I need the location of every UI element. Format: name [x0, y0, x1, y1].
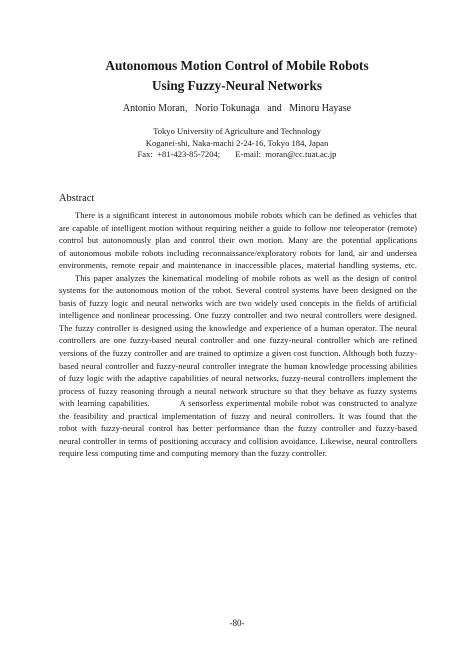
abstract-line: This paper analyzes the kinematical modeling of mobile robots as well as the design of control	[75, 272, 417, 283]
abstract-heading: Abstract	[59, 193, 95, 204]
abstract-line: are capable of intelligent motion without requiring neither a guide to follow nor teleoperator (remote)	[59, 222, 417, 233]
affiliation-line: Tokyo University of Agriculture and Technology	[153, 126, 321, 136]
abstract-line: control but autonomously plan and control their own motion. Many are the potential applications	[59, 235, 417, 246]
abstract-line: versions of the fuzzy controller and are trained to optimize a given cost function. Although both fuzzy-	[59, 348, 417, 359]
abstract-line: process of fuzzy reasoning through a neural network structure so that they behave as fuzzy systems	[59, 385, 417, 396]
abstract-line: The fuzzy controller is designed using the knowledge and experience of a human operator. The neural	[59, 322, 417, 333]
abstract-line: of autonomous mobile robots including reconnaissance/exploratory robots for land, air and undersea	[59, 247, 417, 258]
affiliation-block	[0, 126, 474, 161]
contact-line: Fax: +81-423-85-7204; E-mail: moran@cc.tuat.ac.jp	[137, 149, 337, 159]
abstract-line: basis of fuzzy logic and neural networks wich are two widely used concepts in the fields of artificial	[59, 297, 417, 308]
affiliation-address: Koganei-shi, Naka-machi 2-24-16, Tokyo 184, Japan	[145, 137, 329, 148]
abstract-line: There is a significant interest in autonomous mobile robots which can be defined as vehicles that	[75, 210, 417, 220]
title-line: Autonomous Motion Control of Mobile Robots	[105, 58, 369, 73]
abstract-line: require less computing time and computing memory than the fuzzy controller.	[59, 448, 328, 459]
page-number: -80-	[229, 618, 245, 628]
abstract-line: with learning capabilities. A sensorless experimental mobile robot was constructed to analyze	[59, 398, 417, 409]
abstract-line: environments, remote repair and maintenance in inaccessible places, material handling systems, etc.	[59, 260, 417, 271]
abstract-line: systems for the autonomous motion of the robot. Several control systems have been designed on the	[59, 285, 417, 296]
author-list: Antonio Moran, Norio Tokunaga and Minoru Hayase	[122, 103, 352, 114]
title-line: Using Fuzzy-Neural Networks	[152, 78, 322, 93]
abstract-line: based neural controller and fuzzy-neural controller integrate the human knowledge processing abilities	[59, 360, 417, 371]
abstract-line: neural controller in terms of positioning accuracy and collision avoidance. Likewise, neural controllers	[59, 435, 417, 446]
abstract-line: intelligence and nonlinear processing. One fuzzy controller and two neural controllers were designed.	[59, 310, 417, 321]
abstract-line: controllers are one fuzzy-based neural controller and one fuzzy-neural controller which are refined	[59, 335, 417, 346]
abstract-line: robot with fuzzy-neural control has better performance than the fuzzy controller and fuzzy-based	[59, 423, 417, 434]
paper-title	[60, 56, 414, 96]
abstract-line: of fuzy logic with the adaptive capabilities of neural networks, fuzzy-neural controllers implement the	[59, 373, 417, 384]
abstract-line: the feasibility and practical implementation of fuzzy and neural controllers. It was found that the	[59, 410, 417, 421]
abstract-body	[59, 209, 417, 460]
